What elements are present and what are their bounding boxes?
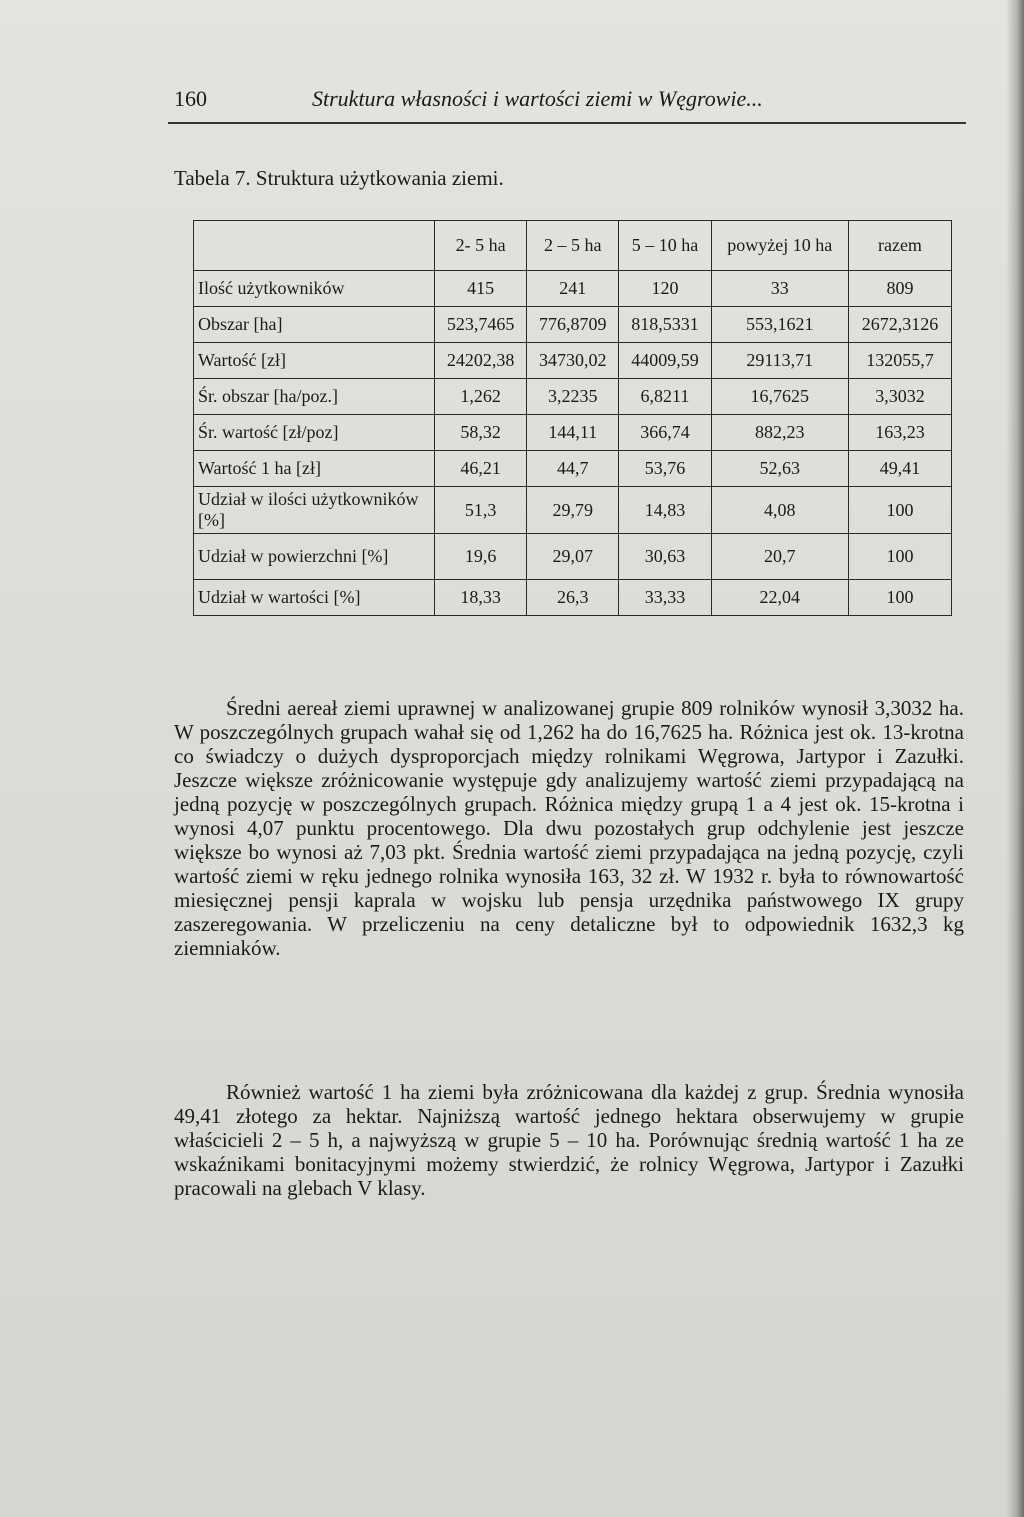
row-label: Udział w powierzchni [%] — [194, 534, 435, 580]
table-cell: 16,7625 — [711, 379, 848, 415]
table-cell: 2672,3126 — [848, 307, 951, 343]
table-cell: 818,5331 — [619, 307, 711, 343]
table-cell: 49,41 — [848, 451, 951, 487]
table-cell: 46,21 — [435, 451, 527, 487]
table-cell: 100 — [848, 534, 951, 580]
land-use-table — [193, 220, 952, 616]
table-cell: 3,3032 — [848, 379, 951, 415]
table-cell: 3,2235 — [527, 379, 619, 415]
table-row — [194, 271, 952, 307]
table-cell: 33,33 — [619, 580, 711, 616]
table-cell: 553,1621 — [711, 307, 848, 343]
table-cell: 29,07 — [527, 534, 619, 580]
table-cell: 29113,71 — [711, 343, 848, 379]
row-label: Udział w ilości użytkowników [%] — [194, 487, 435, 534]
column-header: 5 – 10 ha — [619, 221, 711, 271]
header-rule — [168, 122, 966, 124]
table-cell: 100 — [848, 487, 951, 534]
table-row — [194, 487, 952, 534]
column-header: powyżej 10 ha — [711, 221, 848, 271]
table-row — [194, 451, 952, 487]
table-cell: 366,74 — [619, 415, 711, 451]
column-header: 2 – 5 ha — [527, 221, 619, 271]
column-header: razem — [848, 221, 951, 271]
table-row — [194, 307, 952, 343]
table-cell: 52,63 — [711, 451, 848, 487]
table-cell: 144,11 — [527, 415, 619, 451]
table-cell: 1,262 — [435, 379, 527, 415]
row-label: Ilość użytkowników — [194, 271, 435, 307]
table-cell: 29,79 — [527, 487, 619, 534]
table-row — [194, 534, 952, 580]
row-label: Wartość [zł] — [194, 343, 435, 379]
table-row — [194, 343, 952, 379]
row-label: Udział w wartości [%] — [194, 580, 435, 616]
header-empty-cell — [194, 221, 435, 271]
row-label: Śr. wartość [zł/poz] — [194, 415, 435, 451]
table-cell: 415 — [435, 271, 527, 307]
table-cell: 34730,02 — [527, 343, 619, 379]
table-cell: 241 — [527, 271, 619, 307]
table-cell: 30,63 — [619, 534, 711, 580]
table-cell: 26,3 — [527, 580, 619, 616]
table-cell: 809 — [848, 271, 951, 307]
row-label: Obszar [ha] — [194, 307, 435, 343]
table-cell: 44,7 — [527, 451, 619, 487]
table-cell: 18,33 — [435, 580, 527, 616]
table-cell: 53,76 — [619, 451, 711, 487]
table-row — [194, 580, 952, 616]
table-cell: 22,04 — [711, 580, 848, 616]
running-header — [174, 78, 964, 118]
table-row — [194, 415, 952, 451]
table-header-row — [194, 221, 952, 271]
table-cell: 163,23 — [848, 415, 951, 451]
running-title: Struktura własności i wartości ziemi w Węgrowie... — [312, 86, 763, 111]
table-cell: 4,08 — [711, 487, 848, 534]
table-cell: 20,7 — [711, 534, 848, 580]
table-cell: 14,83 — [619, 487, 711, 534]
column-header: 2- 5 ha — [435, 221, 527, 271]
table-cell: 882,23 — [711, 415, 848, 451]
table-cell: 6,8211 — [619, 379, 711, 415]
paragraph: Średni aereał ziemi uprawnej w analizowanej grupie 809 rolników wynosił 3,3032 ha. W poszczególnych grupach wahał się od 1,262 ha do 16,7625 ha. Różnica jest ok. 13-krotna co świadczy o dużych dysproporcjach między rolnikami Węgrowa, Jartypor i Zazułki. Jeszcze większe zróżnicowanie występuje gdy analizujemy wartość ziemi przypadającą na jedną pozycję w poszczególnych grupach. Różnica między grupą 1 a 4 jest ok. 15-krotna i wynosi 4,07 punktu procentowego. Dla dwu pozostałych grup odchylenie jest jeszcze większe bo wynosi aż 7,03 pkt. Średnia wartość ziemi przypadająca na jedną pozycję, czyli wartość ziemi w ręku jednego rolnika wynosiła 163, 32 zł. W 1932 r. była to równowartość miesięcznej pensji kaprala w wojsku lub pensja urzędnika państwowego IX grupy zaszeregowania. W przeliczeniu na ceny detaliczne był to odpowiednik 1632,3 kg ziemniaków. — [174, 696, 964, 960]
page-edge-shadow — [1006, 0, 1024, 1517]
row-label: Wartość 1 ha [zł] — [194, 451, 435, 487]
table-cell: 24202,38 — [435, 343, 527, 379]
table-caption: Tabela 7. Struktura użytkowania ziemi. — [174, 166, 504, 190]
body-text-1 — [174, 696, 964, 960]
table-cell: 776,8709 — [527, 307, 619, 343]
paragraph: Również wartość 1 ha ziemi była zróżnicowana dla każdej z grup. Średnia wynosiła 49,41 złotego za hektar. Najniższą wartość jednego hektara obserwujemy w grupie właścicieli 2 – 5 h, a najwyższą w grupie 5 – 10 ha. Porównując średnią wartość 1 ha ze wskaźnikami bonitacyjnymi możemy stwierdzić, że rolnicy Węgrowa, Jartypor i Zazułki pracowali na glebach V klasy. — [174, 1080, 964, 1200]
page-number: 160 — [174, 86, 207, 111]
table-cell: 19,6 — [435, 534, 527, 580]
table-cell: 58,32 — [435, 415, 527, 451]
table-row — [194, 379, 952, 415]
table-cell: 523,7465 — [435, 307, 527, 343]
table-cell: 44009,59 — [619, 343, 711, 379]
table-cell: 33 — [711, 271, 848, 307]
table-cell: 120 — [619, 271, 711, 307]
body-text-2 — [174, 1080, 964, 1200]
table-cell: 132055,7 — [848, 343, 951, 379]
row-label: Śr. obszar [ha/poz.] — [194, 379, 435, 415]
table-cell: 100 — [848, 580, 951, 616]
table-cell: 51,3 — [435, 487, 527, 534]
